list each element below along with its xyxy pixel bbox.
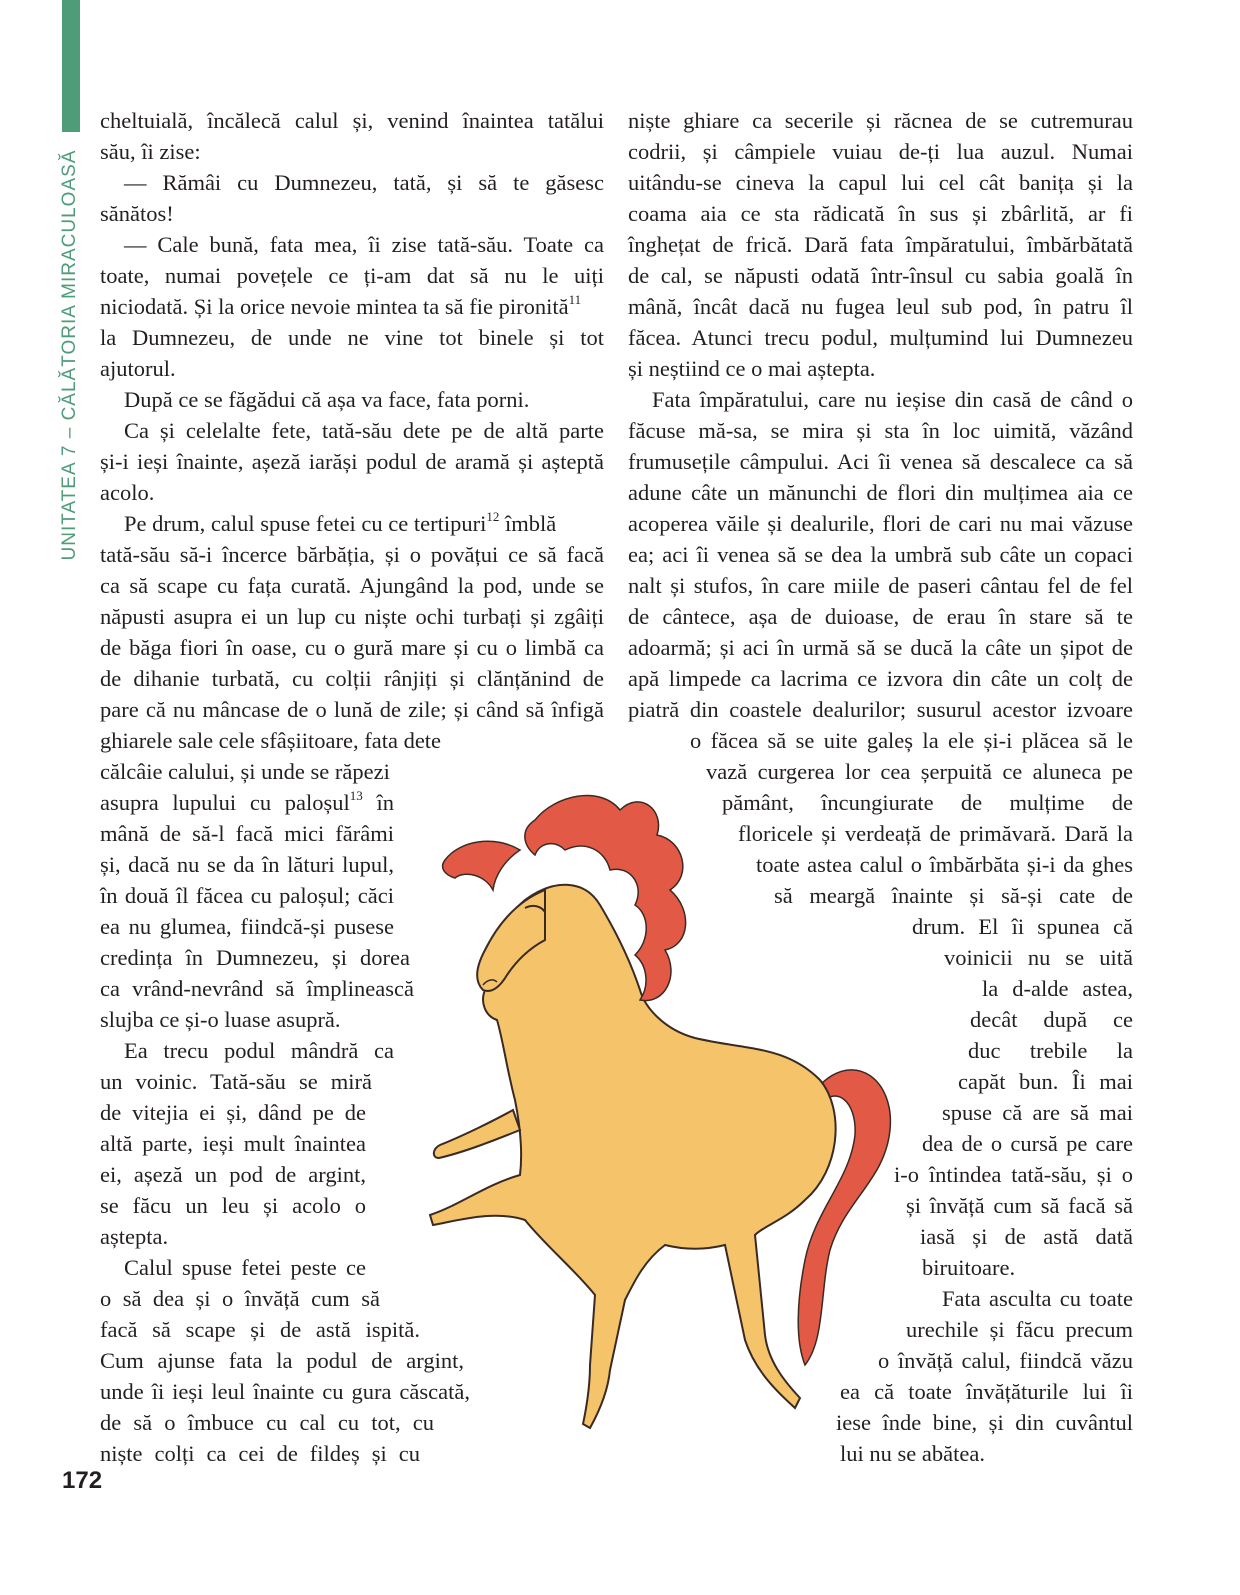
text-line: o să dea și o învăță cum să [100, 1286, 380, 1311]
text-line: Calul spuse fetei peste ce [124, 1255, 366, 1280]
text-line: la Dumnezeu, de unde ne vine tot binele și tot [100, 325, 604, 350]
text-line: Fata asculta cu toate [942, 1286, 1133, 1311]
text-line: floricele și verdeață de primăvară. Dară la [738, 821, 1133, 846]
text-line: i-o întindea tată-său, și o [894, 1162, 1133, 1187]
text-line: Ea trecu podul mândră ca [124, 1038, 394, 1063]
text-line: tată-său să-i încerce bărbăția, și o povățui ce să facă [100, 542, 604, 567]
text-line: coama aia ce sta rădicată în sus și zbârlită, ar fi [628, 201, 1133, 226]
text-line: ghiarele sale cele sfâșiitoare, fata dete [100, 728, 442, 753]
text-line: frumusețile câmpului. Aci îi venea să descalece ca să [628, 449, 1133, 474]
horse-illustration [425, 780, 905, 1460]
footnote-ref-13: 13 [349, 787, 363, 803]
text-line: piatră din coastele dealurilor; susurul acestor izvoare [628, 697, 1133, 722]
text-line: După ce se făgădui că așa va face, fata porni. [124, 387, 530, 412]
text-line: de cântece, așa de duioase, de erau în stare să te [628, 604, 1133, 629]
text-line: drum. El îi spunea că [912, 914, 1133, 939]
text-line: duc trebile la [968, 1038, 1133, 1063]
text-line: altă parte, ieși mult înaintea [100, 1131, 366, 1156]
text-line: — Cale bună, fata mea, îi zise tată-său. Toate ca [124, 232, 604, 257]
text-fragment: asupra lupului cu paloșul [100, 790, 350, 815]
text-line: unde îi ieși leul înainte cu gura căscată, [100, 1379, 470, 1404]
text-line: de să o îmbuce cu cal cu tot, cu [100, 1410, 434, 1435]
text-line [100, 788, 394, 818]
text-line: ca să scape cu fața curată. Ajungând la pod, unde se [100, 573, 604, 598]
text-line: cheltuială, încălecă calul și, venind înaintea tatălui [100, 108, 604, 133]
text-line: urechile și făcu precum [906, 1317, 1133, 1342]
text-line: o făcea să se uite galeș la ele și-i plăcea să le [690, 728, 1133, 753]
text-line: adoarmă; și aci în urmă să se ducă la câte un șipot de [628, 635, 1133, 660]
text-line: biruitoare. [922, 1255, 1016, 1280]
text-line: ajutorul. [100, 356, 176, 381]
text-fragment: Pe drum, calul spuse fetei cu ce tertipuri [124, 511, 487, 536]
text-line: credința în Dumnezeu, și dorea [100, 945, 410, 970]
text-line: său, îi zise: [100, 139, 201, 164]
text-line: Fata împăratului, care nu ieșise din casă de când o [652, 387, 1133, 412]
text-line: nalt și stufos, în care miile de paseri cântau fel de fel [628, 573, 1133, 598]
text-line: pământ, încungiurate de mulțime de [722, 790, 1133, 815]
text-line: niște ghiare ca secerile și răcnea de se cutremurau [628, 108, 1133, 133]
text-line: toate, numai povețele ce ți-am dat să nu le uiți [100, 263, 604, 288]
text-line: înghețat de frică. Dară fata împăratului, îmbărbătată [628, 232, 1133, 257]
text-fragment: niciodată. Și la orice nevoie mintea ta să fie pironită [100, 294, 569, 319]
text-line [100, 292, 581, 322]
text-line: lui nu se abătea. [840, 1441, 985, 1466]
text-line: spuse că are să mai [942, 1100, 1133, 1125]
text-line: de cal, se năpusti odată într-însul cu sabia goală în [628, 263, 1133, 288]
text-line: în două îl făcea cu paloșul; căci [100, 883, 394, 908]
text-line: codrii, și câmpiele vuiau de-ți lua auzul. Numai [628, 139, 1133, 164]
text-line: ea; aci îi venea să se dea la umbră sub câte un copaci [628, 542, 1133, 567]
text-line: și-i ieși înainte, așeză iarăși podul de aramă și așteptă [100, 449, 604, 474]
text-line: călcâie calului, și unde se răpezi [100, 759, 390, 784]
text-line: ea nu glumea, fiindcă-și pusese [100, 914, 394, 939]
text-line: apă limpede ca lacrima ce izvora din câte un colț de [628, 666, 1133, 691]
text-line: de vitejia ei și, dând pe de [100, 1100, 366, 1125]
text-fragment: îmblă [499, 511, 557, 536]
text-line: ei, așeză un pod de argint, [100, 1162, 366, 1187]
unit-title-vertical: UNITATEA 7 – CĂLĂTORIA MIRACULOASĂ [59, 149, 80, 561]
text-line: făcea. Atunci trecu podul, mulțumind lui Dumnezeu [628, 325, 1133, 350]
text-line: de băga fiori în oase, cu o gură mare și cu o limbă ca [100, 635, 604, 660]
text-line: aștepta. [100, 1224, 169, 1249]
text-line: iasă și de astă dată [920, 1224, 1133, 1249]
text-line [124, 509, 556, 539]
text-line: să meargă înainte și să-și cate de [774, 883, 1133, 908]
text-line: năpusti asupra ei un lup cu niște ochi turbați și zgâiți [100, 604, 604, 629]
footnote-ref-12: 12 [486, 508, 500, 524]
text-line: și neștiind ce o mai aștepta. [628, 356, 876, 381]
text-line: mână de să-l facă mici fărâmi [100, 821, 394, 846]
text-fragment: în [362, 790, 394, 815]
text-line: mână, încât dacă nu fugea leul sub pod, în patru îl [628, 294, 1133, 319]
text-line: slujba ce și-o luase asupră. [100, 1007, 341, 1032]
page-number: 172 [62, 1467, 103, 1494]
text-line: ea că toate învățăturile lui îi [840, 1379, 1133, 1404]
text-line: pare că nu mâncase de o lună de zile; și când să înfigă [100, 697, 604, 722]
text-line: acolo. [100, 480, 155, 505]
text-line: dea de o cursă pe care [922, 1131, 1133, 1156]
text-line: o învăță calul, fiindcă văzu [878, 1348, 1133, 1373]
text-line: — Rămâi cu Dumnezeu, tată, și să te găsesc [124, 170, 604, 195]
text-line: un voinic. Tată-său se miră [100, 1069, 372, 1094]
text-line: la d-alde astea, [982, 976, 1133, 1001]
text-line: de dihanie turbată, cu colții rânjiți și clănțănind de [100, 666, 604, 691]
text-line: niște colți ca cei de fildeș și cu [100, 1441, 420, 1466]
chapter-color-bar [62, 0, 80, 132]
text-line: vază curgerea lor cea șerpuită ce aluneca pe [706, 759, 1133, 784]
text-line: și, dacă nu se da în lături lupul, [100, 852, 394, 877]
text-line: și învăță cum să facă să [906, 1193, 1133, 1218]
text-line: acoperea văile și dealurile, flori de cari nu mai văzuse [628, 511, 1133, 536]
text-line: Ca și celelalte fete, tată-său dete pe de altă parte [124, 418, 604, 443]
text-line: adune câte un mănunchi de flori din mulțimea aia ce [628, 480, 1133, 505]
footnote-ref-11: 11 [568, 291, 582, 307]
text-line: facă să scape și de astă ispită. [100, 1317, 420, 1342]
text-line: făcuse mă-sa, se mira și sta în loc uimită, văzând [628, 418, 1133, 443]
text-line: uitându-se cineva la capul lui cel cât banița și la [628, 170, 1133, 195]
text-line: se făcu un leu și acolo o [100, 1193, 366, 1218]
text-line: sănătos! [100, 201, 174, 226]
text-line: iese înde bine, și din cuvântul [836, 1410, 1133, 1435]
text-line: capăt bun. Îi mai [958, 1069, 1133, 1094]
text-line: decât după ce [970, 1007, 1133, 1032]
text-line: ca vrând-nevrând să împlinească [100, 976, 414, 1001]
text-line: voinicii nu se uită [944, 945, 1133, 970]
text-line: Cum ajunse fata la podul de argint, [100, 1348, 464, 1373]
text-line: toate astea calul o îmbărbăta și-i da ghes [756, 852, 1133, 877]
